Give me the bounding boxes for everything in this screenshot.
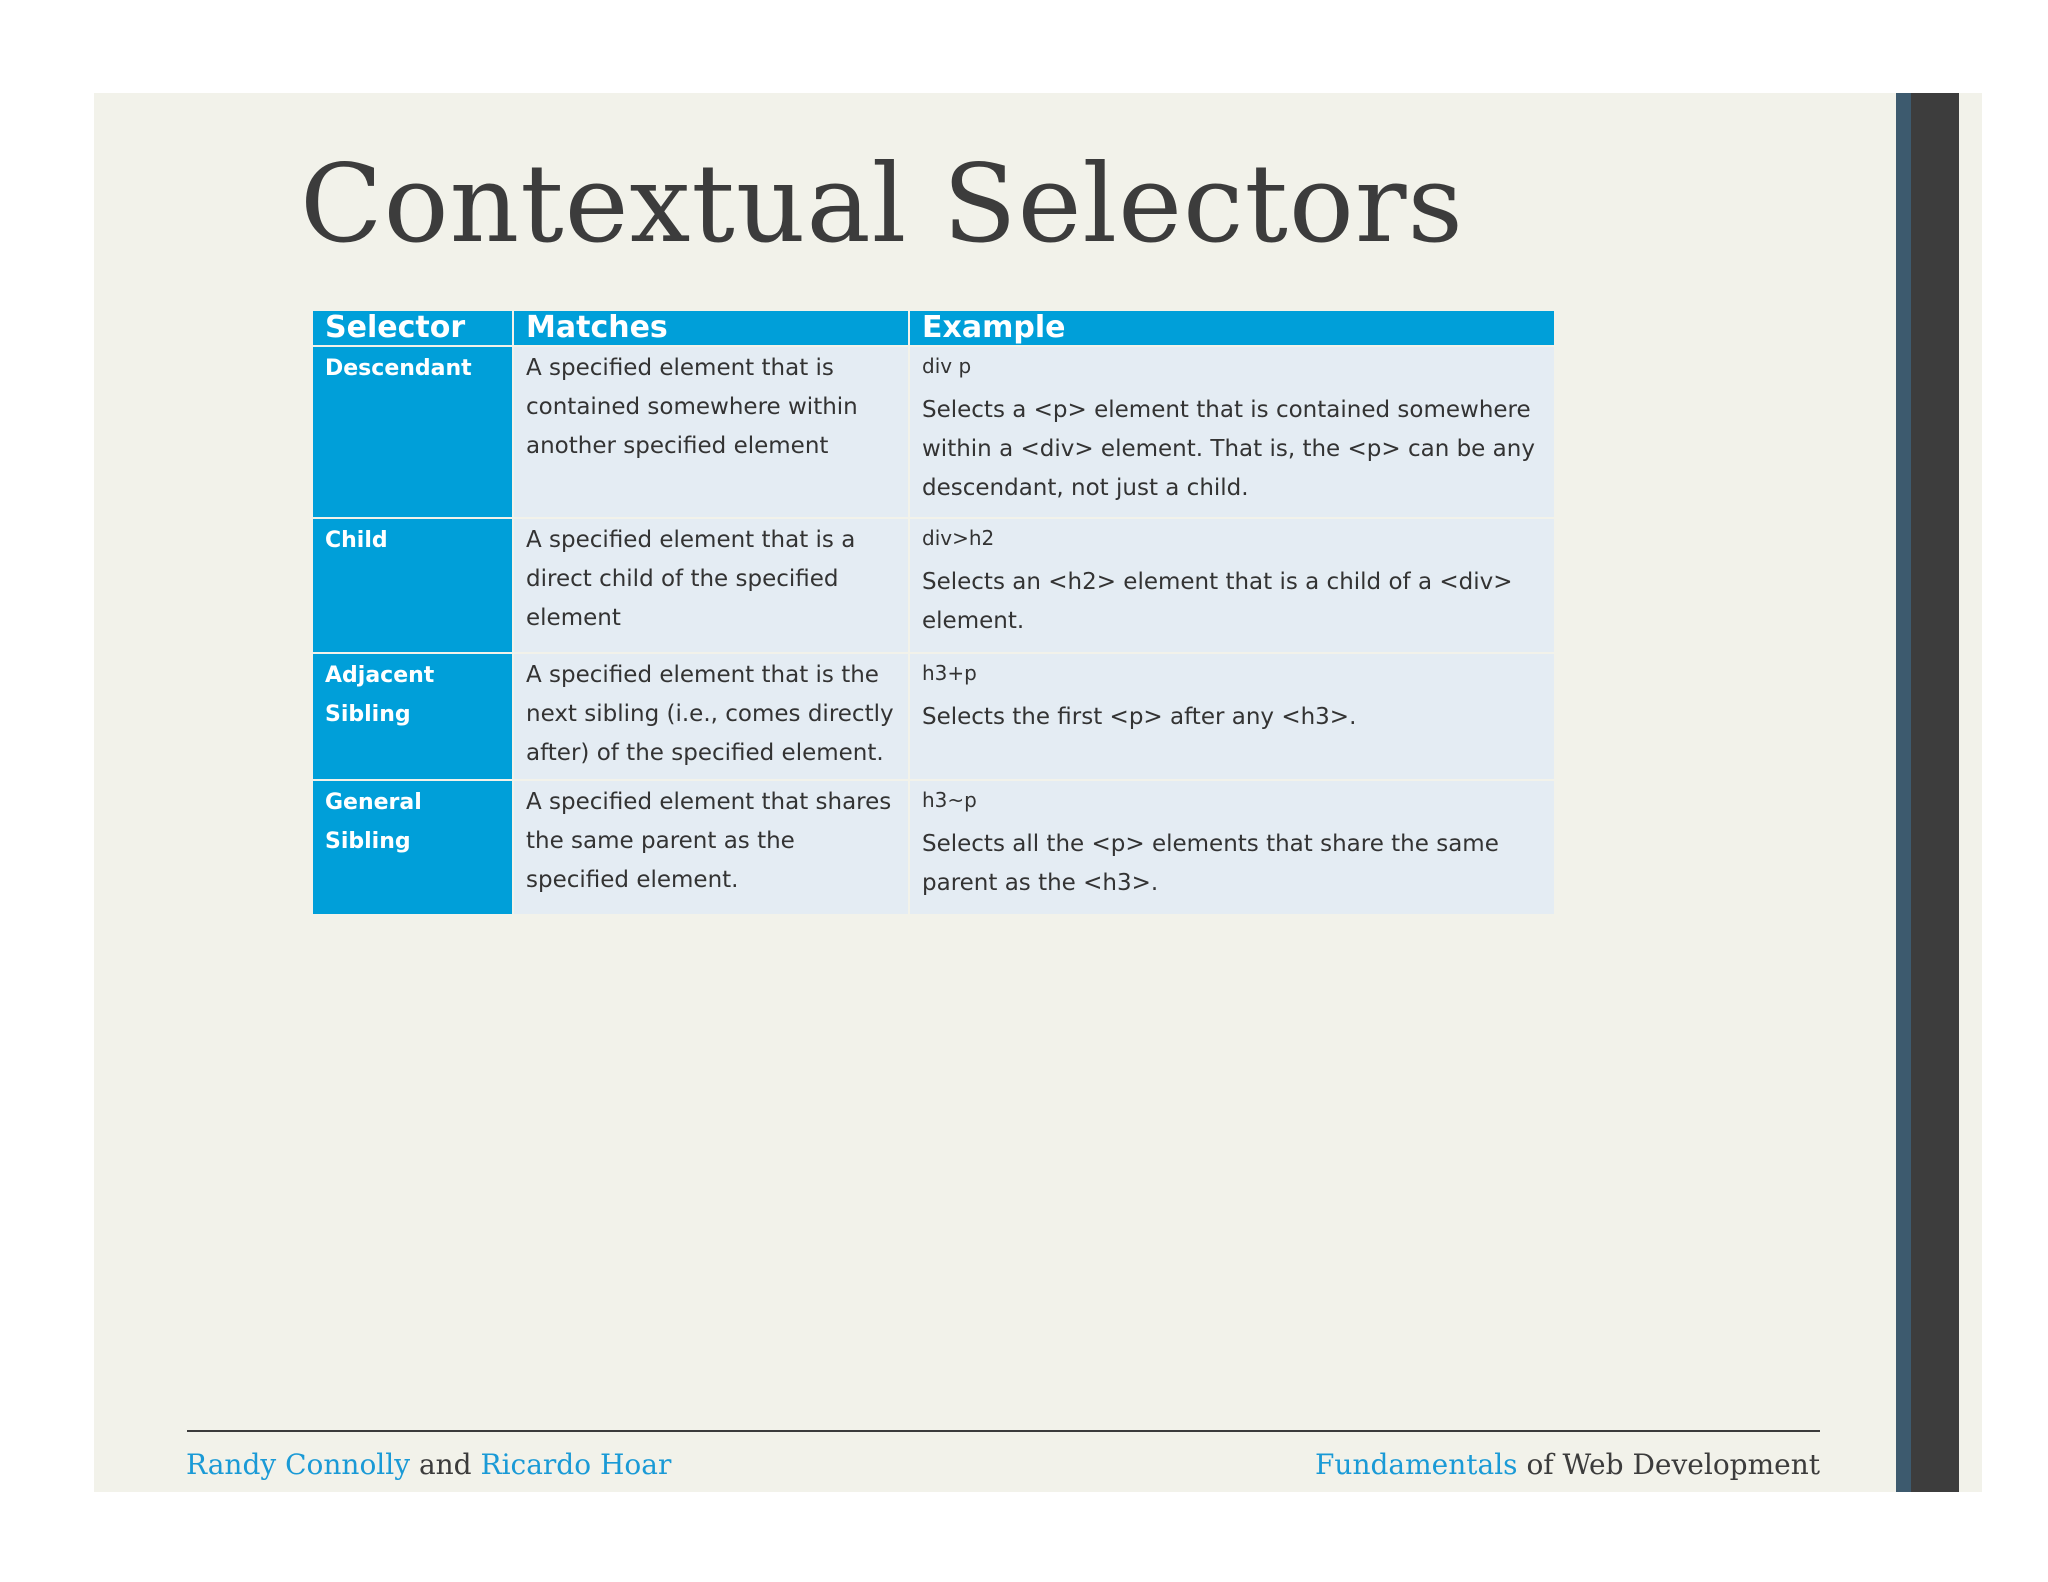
table-row	[313, 347, 1554, 517]
footer-authors	[186, 1446, 671, 1484]
selector-name: Descendant	[313, 347, 512, 517]
header-matches: Matches	[514, 311, 908, 345]
book-title-rest: of Web Development	[1526, 1448, 1820, 1481]
author-2: Ricardo Hoar	[480, 1448, 672, 1481]
example-description: Selects all the <p> elements that share the same parent as the <h3>.	[922, 831, 1499, 896]
author-1: Randy Connolly	[186, 1448, 411, 1481]
side-dark-bar	[1911, 93, 1959, 1492]
header-example: Example	[910, 311, 1554, 345]
matches-cell: A specified element that is the next sibling (i.e., comes directly after) of the specified element.	[514, 654, 908, 779]
table-row	[313, 654, 1554, 779]
footer-book-title	[1315, 1446, 1820, 1484]
selectors-table	[311, 309, 1556, 916]
table-row	[313, 519, 1554, 652]
table-row	[313, 781, 1554, 914]
example-description: Selects the first <p> after any <h3>.	[922, 704, 1357, 730]
example-description: Selects a <p> element that is contained somewhere within a <div> element. That is, the <p> can be any descendant, not just a child.	[922, 397, 1535, 501]
side-accent-bar	[1896, 93, 1911, 1492]
example-code: h3+p	[922, 661, 977, 685]
selector-name: Child	[313, 519, 512, 652]
example-code: div>h2	[922, 526, 995, 550]
example-code: h3~p	[922, 788, 977, 812]
example-description: Selects an <h2> element that is a child of a <div> element.	[922, 569, 1513, 634]
matches-cell: A specified element that is contained somewhere within another specified element	[514, 347, 908, 517]
author-conjunction: and	[418, 1448, 472, 1481]
footer-divider	[187, 1430, 1820, 1432]
example-code: div p	[922, 354, 972, 378]
slide-title: Contextual Selectors	[300, 142, 1464, 267]
header-selector: Selector	[313, 311, 512, 345]
example-cell	[910, 519, 1554, 652]
book-title-accent: Fundamentals	[1314, 1448, 1518, 1481]
matches-cell: A specified element that is a direct child of the specified element	[514, 519, 908, 652]
example-cell	[910, 654, 1554, 779]
matches-cell: A specified element that shares the same parent as the specified element.	[514, 781, 908, 914]
selector-name: Adjacent Sibling	[313, 654, 512, 779]
table-header-row	[313, 311, 1554, 345]
example-cell	[910, 781, 1554, 914]
example-cell	[910, 347, 1554, 517]
selector-name: General Sibling	[313, 781, 512, 914]
